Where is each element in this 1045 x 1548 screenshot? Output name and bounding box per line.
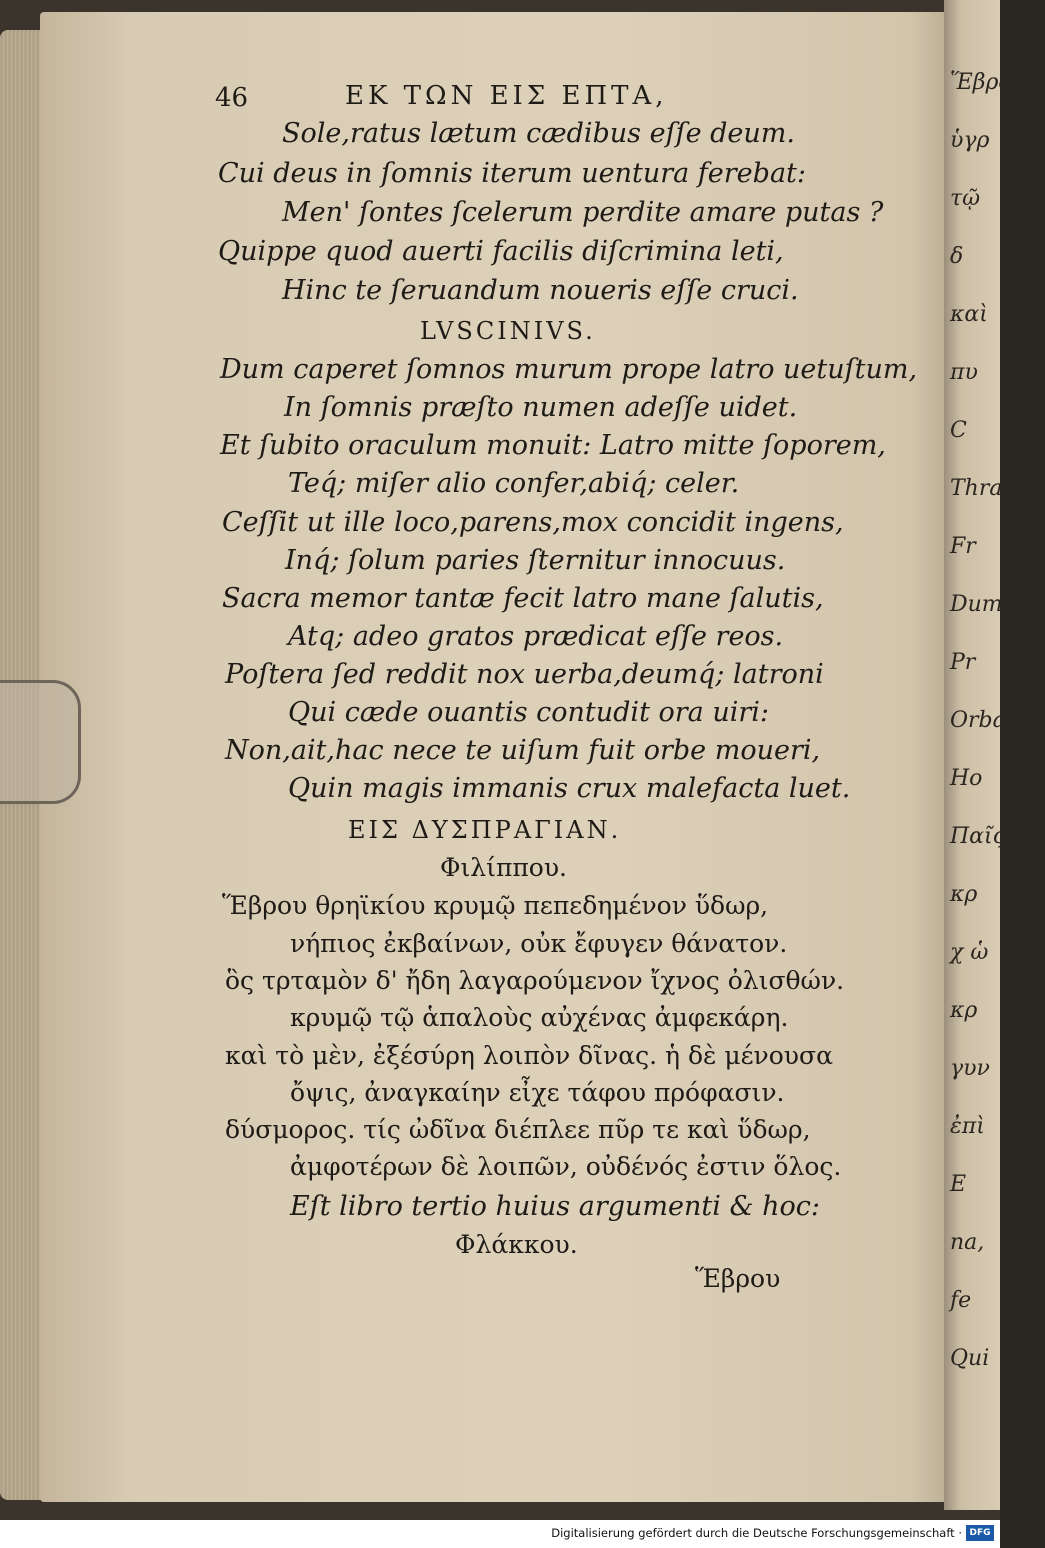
greek-line: ἀμφοτέρων δὲ λοιπῶν, οὐδένός ἐστιν ὅλος.	[290, 1152, 842, 1181]
folio-number: 46	[215, 83, 249, 113]
facing-page-fragment: δ	[950, 244, 964, 269]
greek-line: κρυμῷ τῷ ἁπαλοὺς αὐχένας ἀμφεκάρη.	[290, 1003, 789, 1032]
greek-line: ὄψις, ἀναγκαίην εἶχε τάφου πρόφασιν.	[290, 1078, 785, 1107]
text-line: In ſomnis præſto numen adeſſe uidet.	[284, 392, 798, 423]
text-line: Hinc te ſeruandum noueris eſſe cruci.	[282, 275, 799, 306]
greek-line: Ἕβρου θρηϊκίου κρυμῷ πεπεδημένον ὕδωρ,	[222, 891, 769, 920]
section-heading: ΕΙΣ ΔΥΣΠΡΑΓΙΑΝ.	[348, 816, 622, 844]
greek-line: νήπιος ἐκβαίνων, οὐκ ἔφυγεν θάνατον.	[290, 929, 788, 958]
facing-page-fragment: καὶ	[950, 302, 988, 327]
footer-bar	[0, 1520, 1000, 1548]
text-line: Men' ſontes ſcelerum perdite amare putas ?	[282, 197, 884, 228]
facing-page-fragment: Ἕβρου χ	[950, 70, 1045, 95]
facing-page-fragment: Orba q	[950, 708, 1027, 733]
facing-page-fragment: κρ	[950, 882, 978, 907]
clasp-strap	[0, 680, 81, 804]
facing-page-fragment: na,	[950, 1230, 985, 1255]
author-name: Φλάκκου.	[455, 1230, 578, 1259]
text-line: Eſt libro tertio huius argumenti & hoc:	[290, 1191, 820, 1222]
catchword: Ἕβρου	[695, 1264, 781, 1293]
text-line: Poſtera ſed reddit nox uerba,deumq́; latroni	[225, 659, 824, 690]
greek-line: ὃς τρταμὸν δ' ἤδη λαγαρούμενον ἴχνος ὀλισθών.	[225, 966, 845, 995]
facing-page-fragment: C	[950, 418, 967, 443]
facing-page-fragment: Παῖς	[950, 824, 1005, 849]
dfg-logo: DFG	[966, 1525, 994, 1541]
facing-page-fragment: Qui	[950, 1346, 990, 1371]
text-line: Quin magis immanis crux malefacta luet.	[288, 773, 851, 804]
text-line: Sacra memor tantæ fecit latro mane ſalutis,	[222, 583, 824, 614]
facing-page-fragment: χ ὡ	[950, 940, 989, 965]
facing-page-fragment: fe	[950, 1288, 972, 1313]
text-line: Non,ait,hac nece te uiſum fuit orbe moueri,	[225, 735, 821, 766]
text-line: Sole,ratus lætum cædibus eſſe deum.	[282, 118, 795, 149]
facing-page-fragment: πυ	[950, 360, 978, 385]
running-head: ΕΚ ΤΩΝ ΕΙΣ ΕΠΤΑ,	[345, 81, 668, 111]
facing-page-fragment: τῷ	[950, 186, 981, 211]
greek-line: καὶ τὸ μὲν, ἐξέσύρη λοιπὸν δῖνας. ἡ δὲ μένουσα	[225, 1041, 833, 1070]
facing-page-fragment: γυν	[950, 1056, 990, 1081]
facing-page-edge	[944, 0, 1045, 1510]
text-line: Atq; adeo gratos prædicat eſſe reos.	[288, 621, 784, 652]
facing-page-fragment: Thrax p	[950, 476, 1036, 501]
text-line: Cui deus in ſomnis iterum uentura ferebat:	[218, 158, 806, 189]
text-line: Quippe quod auerti facilis diſcrimina leti,	[218, 236, 784, 267]
facing-page-fragment: Dum	[950, 592, 1003, 617]
funding-credit: Digitalisierung gefördert durch die Deutsche Forschungsgemeinschaft ·	[551, 1526, 962, 1540]
text-line: Ceſſit ut ille loco,parens,mox concidit ingens,	[222, 507, 844, 538]
facing-page-fragment: Pr	[950, 650, 976, 675]
greek-line: δύσμορος. τίς ὠδῖνα διέπλεε πῦρ τε καὶ ὕδωρ,	[225, 1115, 811, 1144]
text-line: Teq́; miſer alio confer,abiq́; celer.	[288, 468, 740, 499]
facing-page-fragment: Ho	[950, 766, 983, 791]
author-name: Φιλίππου.	[440, 853, 568, 882]
facing-page-fragment: ὑγρ	[950, 128, 990, 153]
facing-page-fragment: κρ	[950, 998, 978, 1023]
text-line: Inq́; ſolum paries ſternitur innocuus.	[285, 545, 786, 576]
facing-page-fragment: ἐπὶ	[950, 1114, 985, 1139]
facing-page-fragment: Fr	[950, 534, 976, 559]
text-line: Et ſubito oraculum monuit: Latro mitte ſoporem,	[220, 430, 886, 461]
text-line: Dum caperet ſomnos murum prope latro uetuſtum,	[220, 354, 918, 385]
facing-page-fragment: E	[950, 1172, 967, 1197]
section-heading: LVSCINIVS.	[420, 317, 596, 345]
text-line: Qui cæde ouantis contudit ora uiri:	[288, 697, 770, 728]
